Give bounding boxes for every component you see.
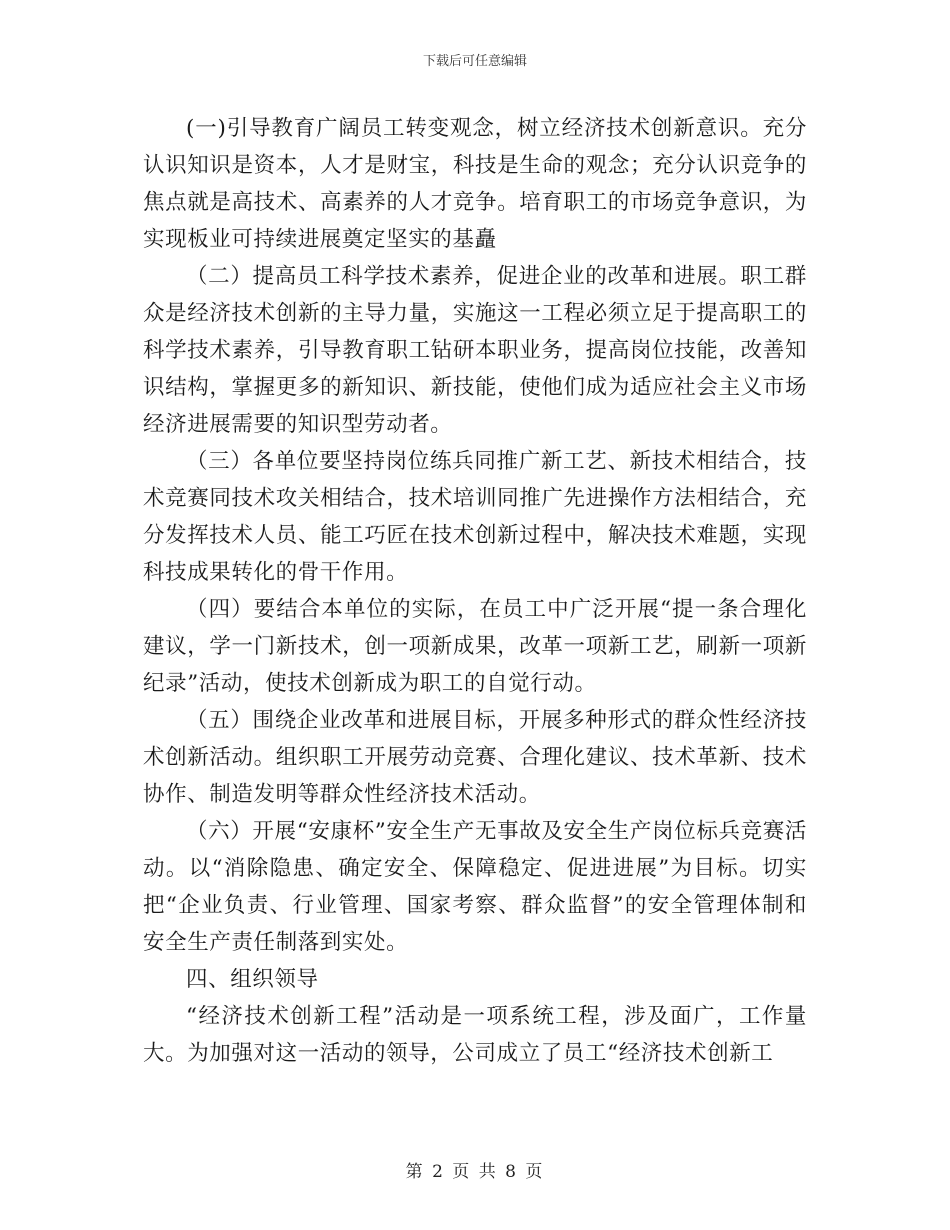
paragraph-4: （四）要结合本单位的实际，在员工中广泛开展“提一条合理化建议，学一门新技术，创一项新成果，改革一项新工艺，刷新一项新纪录”活动，使技术创新成为职工的自觉行动。 — [143, 597, 807, 696]
paragraph-7: “经济技术创新工程”活动是一项系统工程，涉及面广，工作量大。为加强对这一活动的领导，公司成立了员工“经济技术创新工 — [143, 1004, 807, 1066]
paragraph-3: （三）各单位要坚持岗位练兵同推广新工艺、新技术相结合，技术竞赛同技术攻关相结合，技术培训同推广先进操作方法相结合，充分发挥技术人员、能工巧匠在技术创新过程中，解决技术难题，实现科技成果转化的骨干作用。 — [143, 449, 807, 585]
paragraph-1: (一)引导教育广阔员工转变观念，树立经济技术创新意识。充分认识知识是资本，人才是财宝，科技是生命的观念；充分认识竞争的焦点就是高技术、高素养的人才竞争。培育职工的市场竞争意识，为实现板业可持续进展奠定坚实的基矗 — [143, 116, 807, 252]
page-header: 下载后可任意编辑 — [422, 54, 527, 69]
section-heading: 四、组织领导 — [186, 967, 319, 992]
page-footer: 第 2 页 共 8 页 — [405, 1162, 545, 1182]
paragraph-6: （六）开展“安康杯”安全生产无事故及安全生产岗位标兵竞赛活动。以“消除隐患、确定安全、保障稳定、促进进展”为目标。切实把“企业负责、行业管理、国家考察、群众监督”的安全管理体制和安全生产责任制落到实处。 — [143, 819, 807, 955]
document-body — [143, 110, 807, 1072]
paragraph-5: （五）围绕企业改革和进展目标，开展多种形式的群众性经济技术创新活动。组织职工开展劳动竞赛、合理化建议、技术革新、技术协作、制造发明等群众性经济技术活动。 — [143, 708, 807, 807]
paragraph-2: （二）提高员工科学技术素养，促进企业的改革和进展。职工群众是经济技术创新的主导力量，实施这一工程必须立足于提高职工的科学技术素养，引导教育职工钻研本职业务，提高岗位技能，改善知识结构，掌握更多的新知识、新技能，使他们成为适应社会主义市场经济进展需要的知识型劳动者。 — [143, 264, 807, 437]
